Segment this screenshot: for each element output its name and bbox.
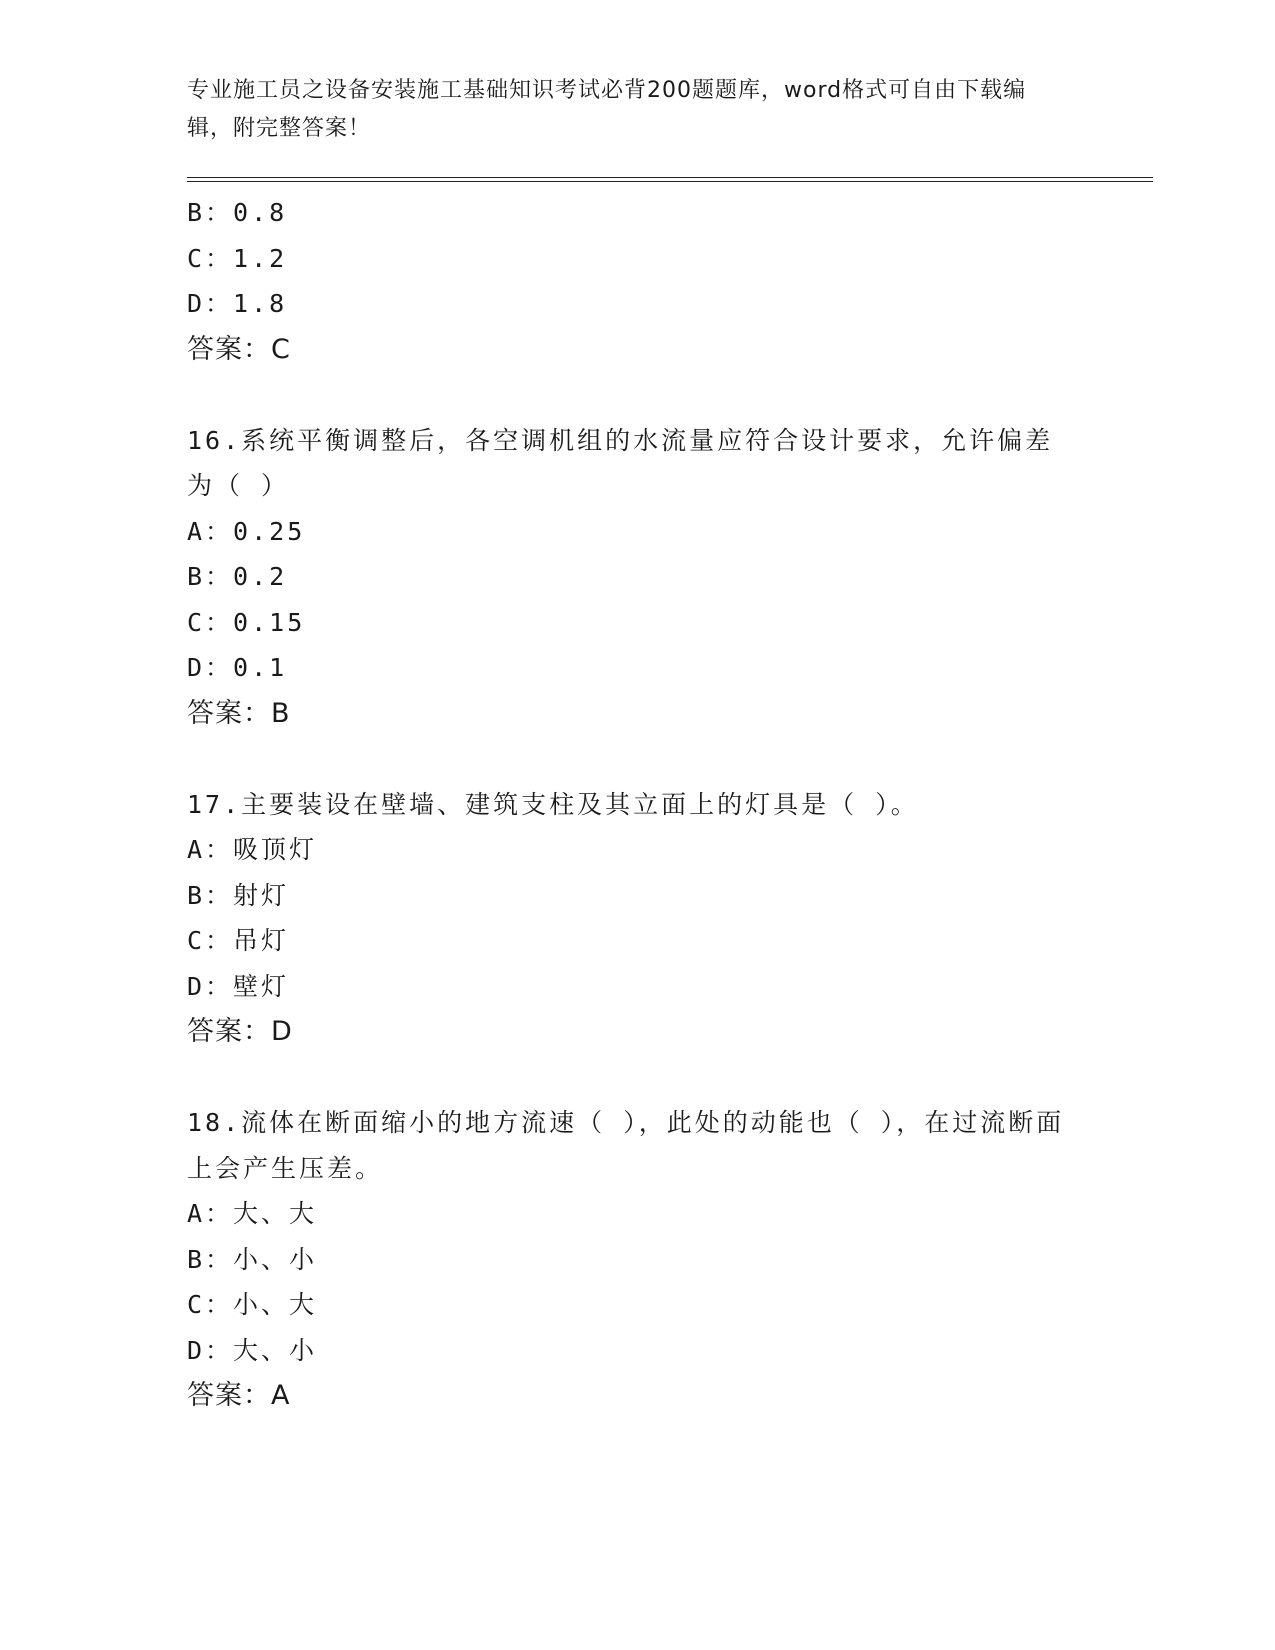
question-stem: 18.流体在断面缩小的地方流速（ ），此处的动能也（ ），在过流断面上会产生压差。 — [187, 1108, 1065, 1183]
option-c: C：1.2 — [187, 243, 288, 273]
option-d: D：1.8 — [187, 289, 288, 318]
option-b: B：0.2 — [187, 562, 288, 591]
option-b: B：射灯 — [187, 880, 290, 910]
question-block-17 — [187, 782, 1087, 1055]
option-d: D：大、小 — [187, 1335, 318, 1365]
option-c: C：0.15 — [187, 607, 306, 637]
option-d: D：0.1 — [187, 653, 288, 682]
option-c: C：小、大 — [187, 1290, 318, 1319]
answer-line: 答案：C — [187, 333, 291, 365]
option-c: C：吊灯 — [187, 926, 290, 955]
question-stem: 17.主要装设在壁墙、建筑支柱及其立面上的灯具是（ ）。 — [187, 789, 919, 819]
document-header: 专业施工员之设备安装施工基础知识考试必背200题题库，word格式可自由下载编辑，附完整答案！ — [187, 78, 1027, 141]
question-list — [187, 190, 1087, 1419]
option-b: B：小、小 — [187, 1244, 318, 1274]
header-divider-top — [187, 177, 1153, 178]
option-d: D：壁灯 — [187, 971, 290, 1001]
header-divider-bottom — [187, 181, 1153, 182]
question-block-15 — [187, 190, 1087, 372]
answer-line: 答案：B — [187, 697, 291, 729]
answer-line: 答案：A — [187, 1380, 291, 1411]
option-a: A：吸顶灯 — [187, 835, 318, 864]
question-block-18 — [187, 1100, 1087, 1419]
question-block-16 — [187, 418, 1087, 737]
option-a: A：0.25 — [187, 516, 306, 546]
option-b: B：0.8 — [187, 198, 288, 227]
question-stem: 16.系统平衡调整后，各空调机组的水流量应符合设计要求，允许偏差为（ ） — [187, 425, 1054, 500]
answer-line: 答案：D — [187, 1016, 293, 1047]
option-a: A：大、大 — [187, 1199, 318, 1228]
